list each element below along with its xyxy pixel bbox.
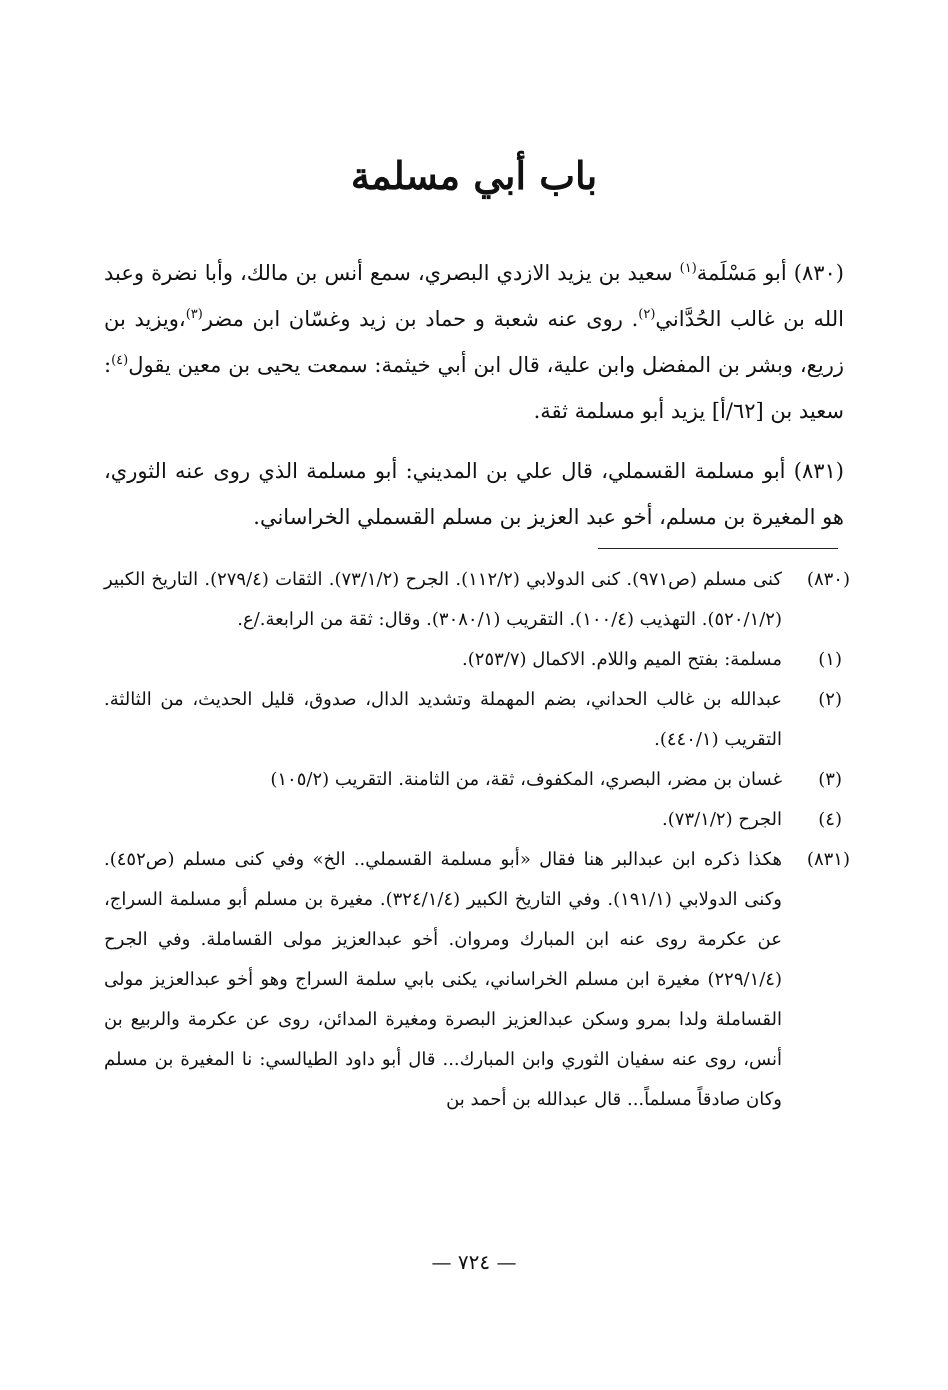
page-title: باب أبي مسلمة <box>350 153 598 198</box>
footnote-number: (٨٣١) <box>806 849 850 870</box>
footnote-text: مسلمة: بفتح الميم واللام. الاكمال (٢٥٣/٧). <box>462 649 782 670</box>
footnote-ref[interactable]: (٣) <box>185 307 203 322</box>
footnote-number: (٨٣٠) <box>806 569 850 590</box>
footnote-item <box>104 560 850 640</box>
entry-text: أبو مَسْلَمة <box>696 261 787 285</box>
footnote-item <box>104 640 850 680</box>
entry-text: : سعيد بن [٦٢/أ] يزيد أبو مسلمة ثقة. <box>104 353 844 423</box>
footnote-number: (١) <box>818 649 842 670</box>
footnote-text: هكذا ذكره ابن عبدالبر هنا فقال «أبو مسلمة القسملي.. الخ» وفي كنى مسلم (ص٤٥٢). وكنى الدولابي (١٩١/١). وفي التاريخ الكبير (٣٢٤/١/٤). مغيرة بن مسلم أبو مسلمة السراج، عن عكرمة روى عنه ابن المبارك ومروان. أخو عبدالعزيز مولى القساملة. وفي الجرح (٢٢٩/١/٤) مغيرة ابن مسلم الخراساني، يكنى بابي سلمة السراج وهو أخو عبدالعزيز مولى القساملة ولدا بمرو وسكن عبدالعزيز البصرة ومغيرة المدائن، روى عن عكرمة والربيع بن أنس، روى عنه سفيان الثوري وابن المبارك... قال أبو داود الطيالسي: نا المغيرة بن مسلم وكان صادقاً مسلماً... قال عبدالله بن أحمد بن <box>104 849 782 1110</box>
entry-text: أبو مسلمة القسملي، قال علي بن المديني: أبو مسلمة الذي روى عنه الثوري، هو المغيرة بن مسلم، أخو عبد العزيز بن مسلم القسملي الخراساني. <box>104 459 844 529</box>
entry-text: ،ويزيد بن زريع، وبشر بن المفضل وابن علية، قال ابن أبي خيثمة: سمعت يحيى بن معين يقول <box>104 307 844 377</box>
entry-number: (٨٣٠) <box>793 261 844 285</box>
footnote-item <box>104 800 850 840</box>
footnote-text: عبدالله بن غالب الحداني، بضم المهملة وتشديد الدال، صدوق، قليل الحديث، من الثالثة. التقريب (٤٤٠/١). <box>104 689 782 750</box>
footnote-ref[interactable]: (٤) <box>111 353 129 368</box>
footnote-number: (٣) <box>818 769 842 790</box>
footnote-ref[interactable]: (٢) <box>638 307 656 322</box>
footnote-text: كنى مسلم (ص٩٧١). كنى الدولابي (١١٢/٢). الجرح (٧٣/١/٢). الثقات (٢٧٩/٤). التاريخ الكبير (٥٢٠/١/٢). التهذيب (١٠٠/٤). التقريب (٣٠٨٠/١). وقال: ثقة من الرابعة./ع. <box>104 569 782 630</box>
footnote-item <box>104 760 850 800</box>
footnote-ref[interactable]: (١) <box>679 261 697 276</box>
entry-text: سعيد بن يزيد الازدي البصري، سمع أنس بن مالك، وأبا نضرة وعبد الله بن غالب الحُدَّاني <box>104 261 844 331</box>
entry-830 <box>104 250 844 434</box>
footnote-text: الجرح (٧٣/١/٢). <box>662 809 782 830</box>
footnote-number: (٢) <box>818 689 842 710</box>
footnote-text: غسان بن مضر، البصري، المكفوف، ثقة، من الثامنة. التقريب (١٠٥/٢) <box>270 769 782 790</box>
footnotes-list <box>104 560 850 1120</box>
footnote-separator <box>598 548 838 549</box>
page-number: — ٧٢٤ — <box>431 1250 517 1274</box>
footnote-item <box>104 840 850 1120</box>
footnote-number: (٤) <box>818 809 842 830</box>
entry-831 <box>104 448 844 540</box>
entry-number: (٨٣١) <box>793 459 844 483</box>
footnote-item <box>104 680 850 760</box>
entry-text: . روى عنه شعبة و حماد بن زيد وغسّان ابن مضر <box>202 307 639 331</box>
